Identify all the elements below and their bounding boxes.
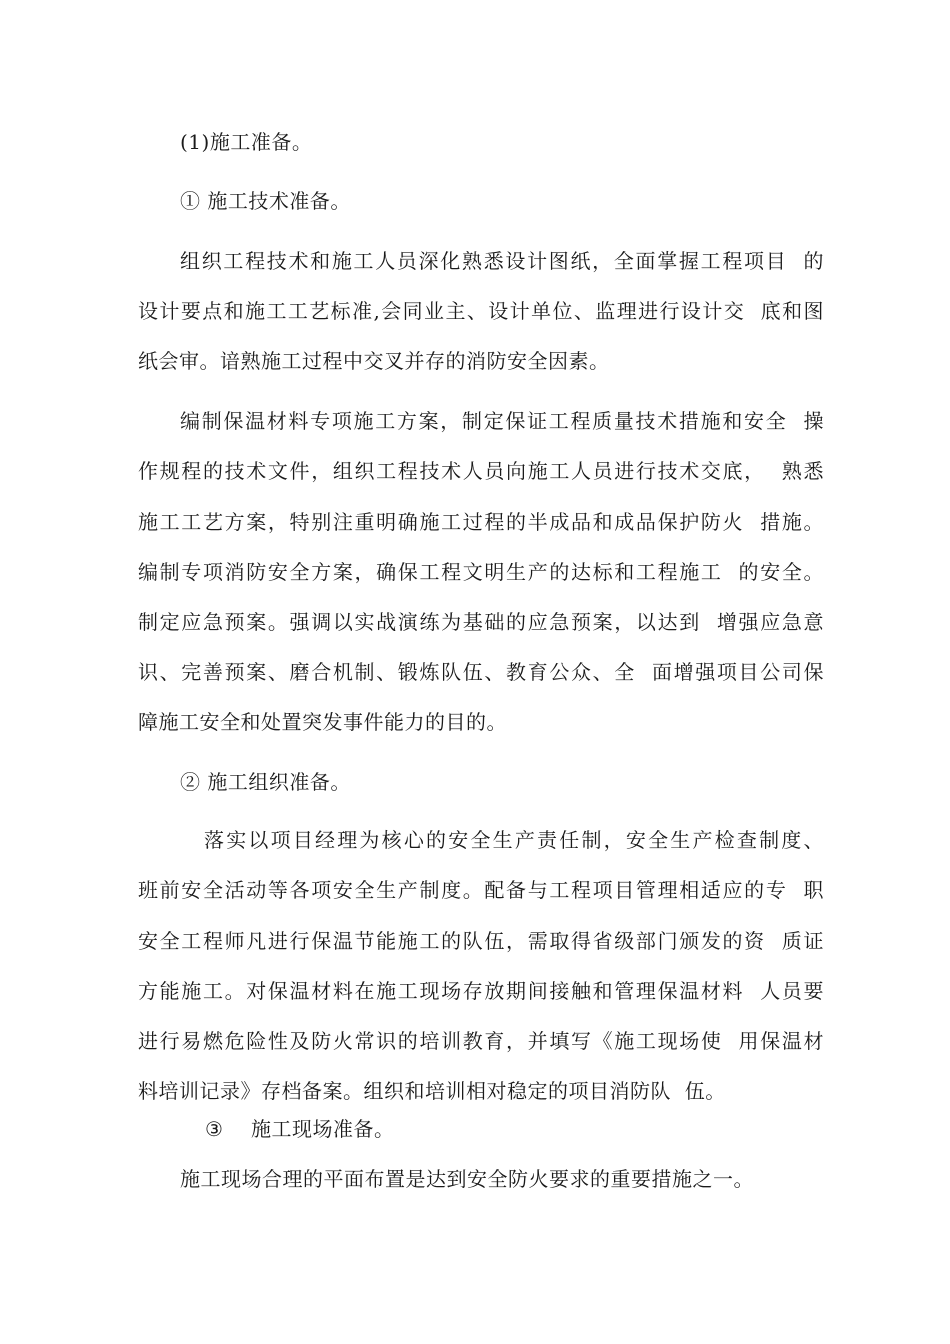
sub2-para1-line5: 进行易燃危险性及防火常识的培训教育，并填写《施工现场使 用保温材 [138, 1029, 824, 1053]
sub1-para2-line2: 作规程的技术文件，组织工程技术人员向施工人员进行技术交底， 熟悉 [138, 459, 824, 483]
sub1-para2-line5: 制定应急预案。强调以实战演练为基础的应急预案，以达到 增强应急意 [138, 610, 824, 634]
sub1-para2-line7: 障施工安全和处置突发事件能力的目的。 [138, 710, 507, 734]
section-heading: (1)施工准备。 [180, 130, 313, 154]
sub2-para1-line2: 班前安全活动等各项安全生产制度。配备与工程项目管理相适应的专 职 [138, 878, 824, 902]
sub2-para1-line3: 安全工程师凡进行保温节能施工的队伍，需取得省级部门颁发的资 质证 [138, 929, 824, 953]
sub1-para1-line2: 设计要点和施工工艺标准,会同业主、设计单位、监理进行设计交 底和图 [138, 299, 824, 323]
sub1-heading: ① 施工技术准备。 [180, 189, 351, 213]
sub1-para2-line3: 施工工艺方案，特别注重明确施工过程的半成品和成品保护防火 措施。 [138, 510, 824, 534]
sub2-para1-line4: 方能施工。对保温材料在施工现场存放期间接触和管理保温材料 人员要 [138, 979, 824, 1003]
sub2-para1-line1: 落实以项目经理为核心的安全生产责任制，安全生产检查制度、 [204, 828, 824, 852]
sub3-para1: 施工现场合理的平面布置是达到安全防火要求的重要措施之一。 [180, 1167, 754, 1191]
sub1-para2-line4: 编制专项消防安全方案，确保工程文明生产的达标和工程施工 的安全。 [138, 560, 824, 584]
sub1-para2-line1: 编制保温材料专项施工方案，制定保证工程质量技术措施和安全 操 [180, 409, 824, 433]
sub2-para1-line6: 料培训记录》存档备案。组织和培训相对稳定的项目消防队 伍。 [138, 1079, 726, 1103]
sub3-heading-text: 施工现场准备。 [251, 1117, 395, 1141]
sub2-heading: ② 施工组织准备。 [180, 770, 351, 794]
sub3-heading-number: ③ [205, 1117, 224, 1141]
sub1-para1-line1: 组织工程技术和施工人员深化熟悉设计图纸，全面掌握工程项目 的 [180, 249, 824, 273]
sub1-para1-line3: 纸会审。谙熟施工过程中交叉并存的消防安全因素。 [138, 349, 610, 373]
sub1-para2-line6: 识、完善预案、磨合机制、锻炼队伍、教育公众、全 面增强项目公司保 [138, 660, 824, 684]
